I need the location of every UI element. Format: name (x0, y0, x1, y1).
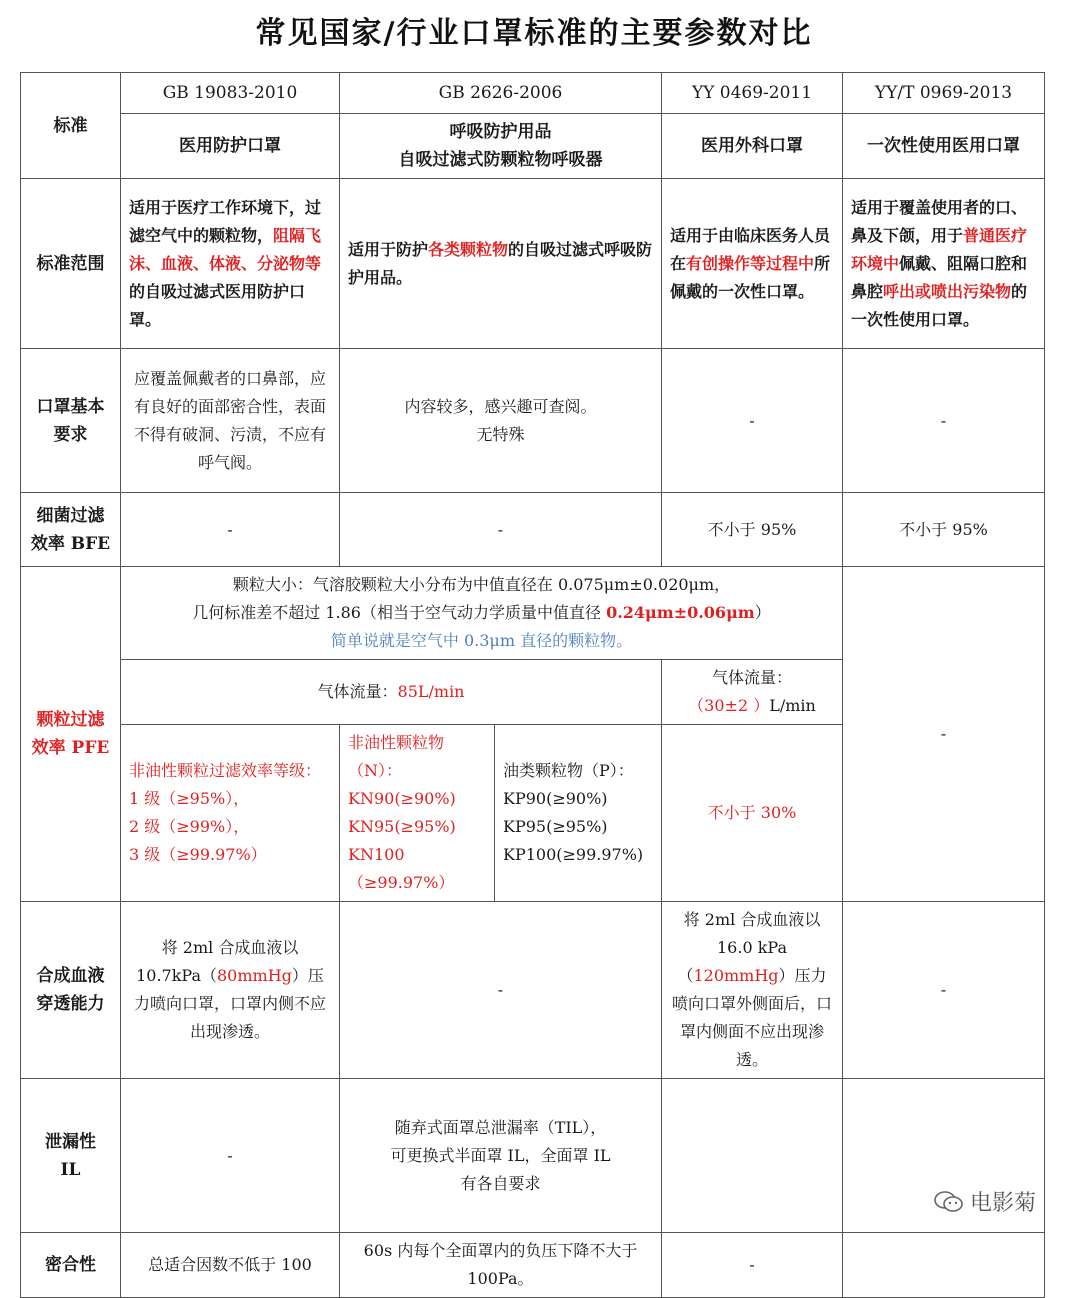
row-header-scope: 标准范围 (21, 179, 121, 349)
fit-cell: 总适合因数不低于 100 (121, 1233, 340, 1298)
table-row (21, 493, 1045, 567)
row-header-blood: 合成血液 穿透能力 (21, 902, 121, 1079)
fit-cell (843, 1233, 1045, 1298)
pfe-cell: 非油性颗粒物（N）： KN90(≥90%) KN95(≥95%) KN100（≥99.97%） (340, 725, 495, 902)
watermark-text: 电影菊 (969, 1191, 1036, 1216)
blood-cell: - (340, 902, 662, 1079)
particle-size-cell: 颗粒大小：气溶胶颗粒大小分布为中值直径在 0.075μm±0.020μm， 几何标准差不超过 1.86（相当于空气动力学质量中值直径 0.24μm±0.06μm） 简单说就是空气中 0.3μm 直径的颗粒物。 (121, 567, 843, 660)
row-header-bfe: 细菌过滤 效率 BFE (21, 493, 121, 567)
bfe-cell: 不小于 95% (843, 493, 1045, 567)
flow-cell: 气体流量： （30±2 ）L/min (662, 660, 843, 725)
leak-cell: - (121, 1079, 340, 1233)
standard-code: YY/T 0969-2013 (843, 73, 1045, 114)
row-header-pfe: 颗粒过滤 效率 PFE (21, 567, 121, 902)
table-row (21, 902, 1045, 1079)
basic-cell: - (843, 349, 1045, 493)
mask-type: 一次性使用医用口罩 (843, 114, 1045, 179)
mask-type: 医用外科口罩 (662, 114, 843, 179)
leak-cell: 随弃式面罩总泄漏率（TIL）， 可更换式半面罩 IL，全面罩 IL 有各自要求 (340, 1079, 662, 1233)
pfe-cell: 不小于 30% (662, 725, 843, 902)
flow-cell: 气体流量：85L/min (121, 660, 662, 725)
blood-cell: - (843, 902, 1045, 1079)
standard-code: GB 2626-2006 (340, 73, 662, 114)
table-row (21, 349, 1045, 493)
row-header-leak: 泄漏性 IL (21, 1079, 121, 1233)
mask-type: 医用防护口罩 (121, 114, 340, 179)
standard-code: GB 19083-2010 (121, 73, 340, 114)
table-row (21, 1233, 1045, 1298)
scope-cell: 适用于防护各类颗粒物的自吸过滤式呼吸防护用品。 (340, 179, 662, 349)
bfe-cell: 不小于 95% (662, 493, 843, 567)
wechat-icon (934, 1191, 964, 1213)
basic-cell: 内容较多，感兴趣可查阅。 无特殊 (340, 349, 662, 493)
scope-cell: 适用于由临床医务人员在有创操作等过程中所佩戴的一次性口罩。 (662, 179, 843, 349)
table-row (21, 567, 1045, 660)
row-header-basic: 口罩基本 要求 (21, 349, 121, 493)
blood-cell: 将 2ml 合成血液以 10.7kPa（80mmHg）压力喷向口罩，口罩内侧不应出现渗透。 (121, 902, 340, 1079)
basic-cell: - (662, 349, 843, 493)
leak-cell (662, 1079, 843, 1233)
scope-cell: 适用于医疗工作环境下，过滤空气中的颗粒物，阻隔飞沫、血液、体液、分泌物等的自吸过滤式医用防护口罩。 (121, 179, 340, 349)
page-title: 常见国家/行业口罩标准的主要参数对比 (255, 16, 813, 51)
blood-cell: 将 2ml 合成血液以 16.0 kPa（120mmHg）压力喷向口罩外侧面后，口罩内侧面不应出现渗透。 (662, 902, 843, 1079)
basic-cell: 应覆盖佩戴者的口鼻部，应有良好的面部密合性，表面不得有破洞、污渍，不应有呼气阀。 (121, 349, 340, 493)
pfe-cell: 油类颗粒物（P）： KP90(≥90%) KP95(≥95%) KP100(≥99.97%) (495, 725, 662, 902)
table-row (21, 114, 1045, 179)
mask-type: 呼吸防护用品 自吸过滤式防颗粒物呼吸器 (340, 114, 662, 179)
pfe-cell: - (843, 567, 1045, 902)
standards-comparison-table (20, 72, 1045, 1298)
fit-cell: 60s 内每个全面罩内的负压下降不大于 100Pa。 (340, 1233, 662, 1298)
fit-cell: - (662, 1233, 843, 1298)
bfe-cell: - (340, 493, 662, 567)
table-row (21, 179, 1045, 349)
row-header-fit: 密合性 (21, 1233, 121, 1298)
scope-cell: 适用于覆盖使用者的口、鼻及下颌，用于普通医疗环境中佩戴、阻隔口腔和鼻腔呼出或喷出污染物的一次性使用口罩。 (843, 179, 1045, 349)
standard-code: YY 0469-2011 (662, 73, 843, 114)
row-header-standard: 标准 (21, 73, 121, 179)
bfe-cell: - (121, 493, 340, 567)
table-row (21, 73, 1045, 114)
table-row (21, 1079, 1045, 1233)
watermark (934, 1186, 1036, 1217)
pfe-cell: 非油性颗粒过滤效率等级： 1 级（≥95%）， 2 级（≥99%）， 3 级（≥99.97%） (121, 725, 340, 902)
